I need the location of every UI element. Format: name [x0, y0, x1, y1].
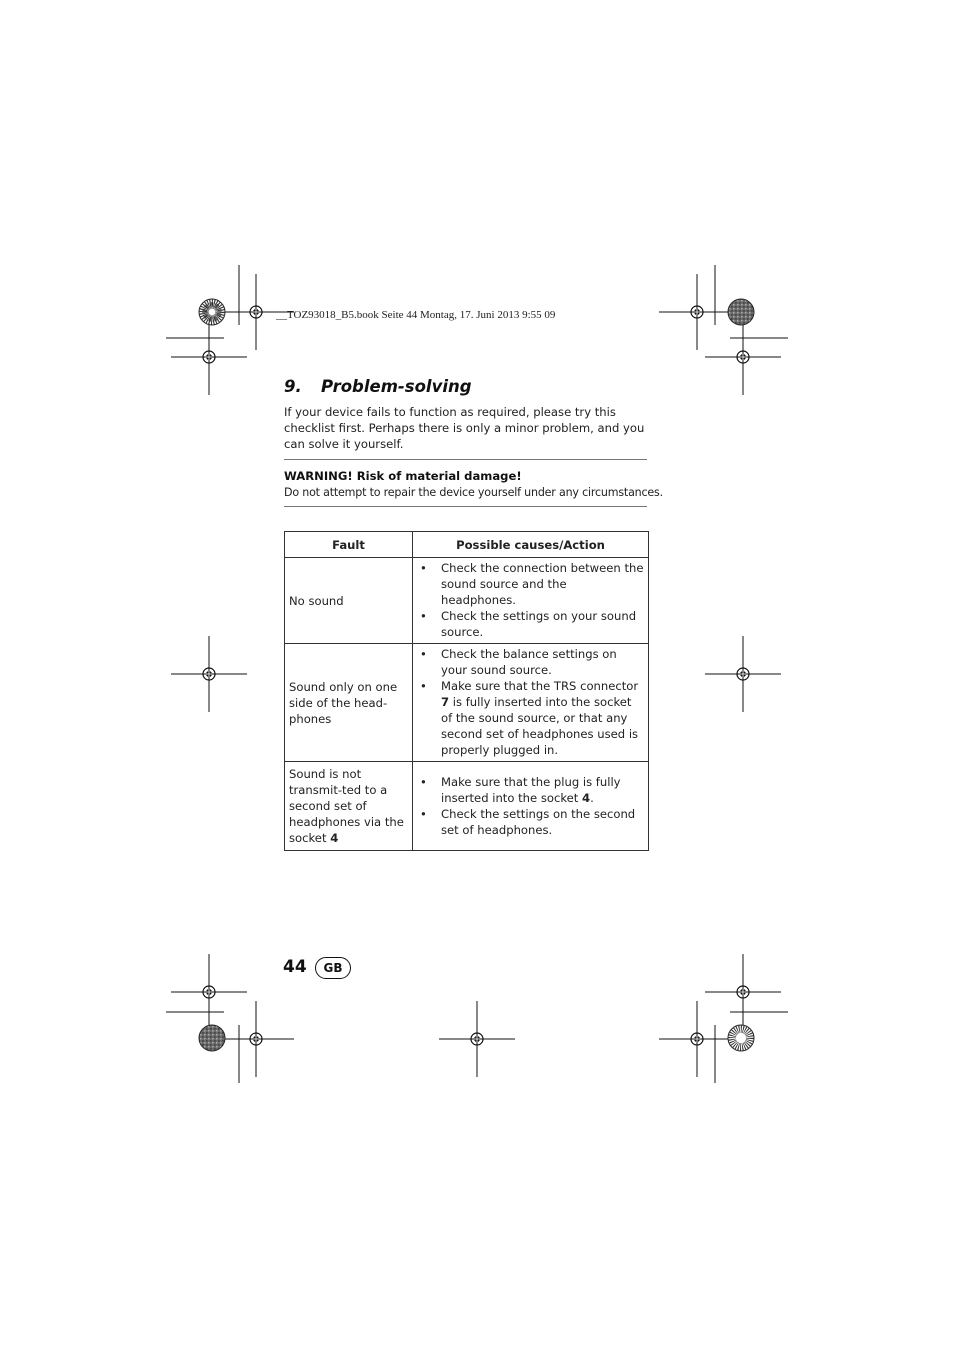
fault-cell: [285, 558, 413, 644]
language-badge: [315, 957, 351, 979]
part-number: 7: [441, 695, 450, 709]
action-item: [417, 806, 644, 838]
speckle-target-icon: [728, 299, 754, 325]
intro-paragraph: If your device fails to function as required, please try this checklist first. Perhaps there is only a minor problem, and you can solve it yourself.: [284, 405, 645, 451]
action-item: [417, 608, 644, 640]
action-item: [417, 560, 644, 608]
table-row: [285, 558, 649, 644]
action-item: [417, 646, 644, 678]
actions-column-header: Possible causes/Action: [413, 532, 649, 558]
warning-top-rule: [284, 459, 647, 460]
table-row: [285, 762, 649, 851]
actions-cell: [413, 644, 649, 762]
warning-bottom-rule: [284, 506, 647, 507]
part-number: 4: [582, 790, 591, 805]
actions-cell: [413, 558, 649, 644]
fault-cell: [285, 644, 413, 762]
action-text: Check the settings on your sound source.: [441, 609, 637, 639]
table-header-row: [285, 532, 649, 558]
actions-cell: [413, 762, 649, 851]
table-row: [285, 644, 649, 762]
language-code: GB: [323, 961, 343, 975]
action-text: Make sure that the plug is fully inserted into the socket: [441, 774, 621, 805]
action-text: Check the balance settings on your sound source.: [441, 647, 617, 677]
warning-text: Do not attempt to repair the device yourself under any circumstances.: [284, 486, 663, 499]
star-target-icon: [199, 299, 225, 325]
star-target-icon: [728, 1025, 754, 1051]
action-text: Check the connection between the sound source and the headphones.: [441, 561, 644, 607]
fault-column-header: Fault: [285, 532, 413, 558]
page-number: 44: [283, 957, 307, 977]
fault-text: Sound only on one side of the head-phones: [289, 679, 398, 726]
action-text: .: [590, 790, 594, 805]
speckle-target-icon: [199, 1025, 225, 1051]
part-number: 4: [330, 831, 339, 845]
action-item: [417, 774, 644, 806]
action-text: Check the settings on the second set of headphones.: [441, 806, 636, 837]
action-item: [417, 678, 644, 758]
fault-text: Sound is not transmit-ted to a second set of headphones via the socket: [289, 767, 404, 845]
section-title: [284, 377, 472, 396]
fault-cell: [285, 762, 413, 851]
section-title-text: Problem-solving: [321, 377, 472, 396]
section-number: 9.: [284, 377, 302, 396]
action-text: is fully inserted into the socket of the sound source, or that any second set of headphones used is properly plugged in.: [441, 695, 639, 757]
action-text: Make sure that the TRS connector: [441, 679, 639, 693]
warning-title: WARNING! Risk of material damage!: [284, 469, 522, 483]
print-file-info: __TOZ93018_B5.book Seite 44 Montag, 17. Juni 2013 9:55 09: [276, 309, 556, 321]
fault-text: No sound: [289, 593, 344, 608]
troubleshooting-table: [284, 531, 649, 851]
